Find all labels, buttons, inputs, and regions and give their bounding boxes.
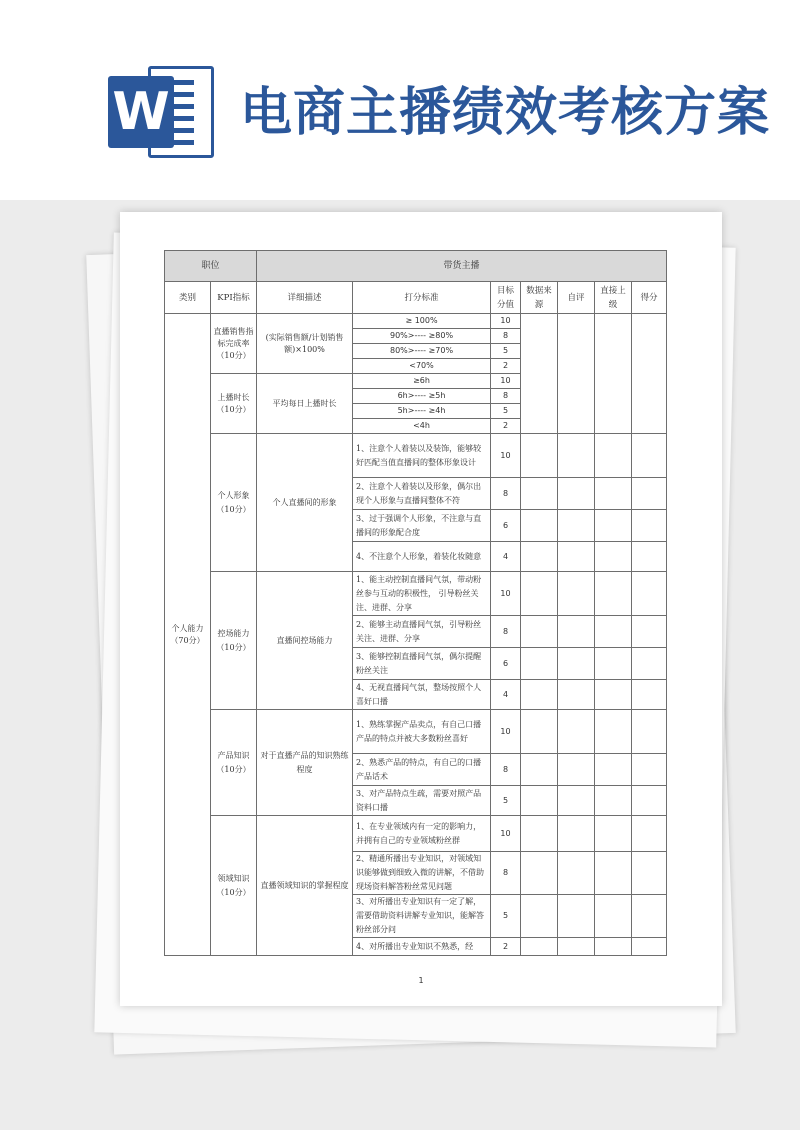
final-score-cell: [632, 754, 667, 786]
final-score-cell: [632, 542, 667, 572]
supervisor-cell: [595, 648, 632, 680]
supervisor-cell: [595, 478, 632, 510]
self-eval-cell: [558, 510, 595, 542]
standard-cell: 2、注意个人着装以及形象，偶尔出现个人形象与直播间整体不符: [353, 478, 491, 510]
kpi-cell: 上播时长（10分）: [211, 374, 257, 434]
data-source-cell: [521, 938, 558, 956]
data-source-cell: [521, 754, 558, 786]
supervisor-cell: [595, 816, 632, 852]
header-banner: [0, 0, 800, 200]
target-score-cell: 2: [491, 359, 521, 374]
supervisor-cell: [595, 754, 632, 786]
data-source-cell: [521, 314, 558, 434]
header-kpi: KPI指标: [211, 282, 257, 314]
final-score-cell: [632, 314, 667, 434]
word-letter: W: [108, 76, 174, 148]
supervisor-cell: [595, 938, 632, 956]
final-score-cell: [632, 895, 667, 938]
target-score-cell: 10: [491, 374, 521, 389]
self-eval-cell: [558, 478, 595, 510]
self-eval-cell: [558, 754, 595, 786]
target-score-cell: 5: [491, 786, 521, 816]
target-score-cell: 10: [491, 314, 521, 329]
table-row: [165, 816, 667, 852]
final-score-cell: [632, 816, 667, 852]
kpi-cell: 产品知识（10分）: [211, 710, 257, 816]
self-eval-cell: [558, 616, 595, 648]
final-score-cell: [632, 478, 667, 510]
self-eval-cell: [558, 648, 595, 680]
column-header-row: [165, 282, 667, 314]
standard-cell: 3、对所播出专业知识有一定了解，需要借助资料讲解专业知识，能解答粉丝部分问: [353, 895, 491, 938]
self-eval-cell: [558, 938, 595, 956]
standard-cell: 1、熟练掌握产品卖点，有自己口播产品的特点并被大多数粉丝喜好: [353, 710, 491, 754]
standard-cell: 6h>---- ≥5h: [353, 389, 491, 404]
standard-cell: 4、不注意个人形象，着装化妆随意: [353, 542, 491, 572]
self-eval-cell: [558, 710, 595, 754]
final-score-cell: [632, 434, 667, 478]
header-category: 类别: [165, 282, 211, 314]
final-score-cell: [632, 710, 667, 754]
target-score-cell: 4: [491, 680, 521, 710]
description-cell: 个人直播间的形象: [257, 434, 353, 572]
target-score-cell: 8: [491, 754, 521, 786]
target-score-cell: 5: [491, 404, 521, 419]
supervisor-cell: [595, 895, 632, 938]
word-document-icon: [108, 66, 214, 158]
kpi-cell: 直播销售指标完成率（10分）: [211, 314, 257, 374]
description-cell: 直播领域知识的掌握程度: [257, 816, 353, 956]
final-score-cell: [632, 572, 667, 616]
page-title: 电商主播绩效考核方案: [240, 82, 771, 143]
description-cell: 平均每日上播时长: [257, 374, 353, 434]
final-score-cell: [632, 938, 667, 956]
self-eval-cell: [558, 572, 595, 616]
target-score-cell: 6: [491, 648, 521, 680]
target-score-cell: 5: [491, 895, 521, 938]
position-row: [165, 251, 667, 282]
standard-cell: 1、在专业领域内有一定的影响力，并拥有自己的专业领域粉丝群: [353, 816, 491, 852]
table-row: [165, 434, 667, 478]
header-description: 详细描述: [257, 282, 353, 314]
supervisor-cell: [595, 434, 632, 478]
data-source-cell: [521, 710, 558, 754]
standard-cell: 90%>---- ≥80%: [353, 329, 491, 344]
supervisor-cell: [595, 572, 632, 616]
data-source-cell: [521, 616, 558, 648]
final-score-cell: [632, 786, 667, 816]
target-score-cell: 8: [491, 329, 521, 344]
target-score-cell: 10: [491, 434, 521, 478]
standard-cell: 3、对产品特点生疏，需要对照产品资料口播: [353, 786, 491, 816]
header-score: 得分: [632, 282, 667, 314]
target-score-cell: 4: [491, 542, 521, 572]
data-source-cell: [521, 895, 558, 938]
standard-cell: ≥ 100%: [353, 314, 491, 329]
kpi-table-body: [165, 251, 667, 956]
data-source-cell: [521, 648, 558, 680]
self-eval-cell: [558, 786, 595, 816]
final-score-cell: [632, 680, 667, 710]
supervisor-cell: [595, 680, 632, 710]
kpi-cell: 个人形象（10分）: [211, 434, 257, 572]
target-score-cell: 5: [491, 344, 521, 359]
standard-cell: 2、熟悉产品的特点，有自己的口播产品话术: [353, 754, 491, 786]
supervisor-cell: [595, 542, 632, 572]
data-source-cell: [521, 434, 558, 478]
data-source-cell: [521, 572, 558, 616]
document-page: [120, 212, 722, 1006]
target-score-cell: 10: [491, 710, 521, 754]
standard-cell: 3、过于强调个人形象，不注意与直播间的形象配合度: [353, 510, 491, 542]
target-score-cell: 8: [491, 389, 521, 404]
table-row: [165, 572, 667, 616]
final-score-cell: [632, 510, 667, 542]
table-row: [165, 314, 667, 329]
data-source-cell: [521, 542, 558, 572]
self-eval-cell: [558, 314, 595, 434]
supervisor-cell: [595, 786, 632, 816]
final-score-cell: [632, 852, 667, 895]
header-supervisor: 直接上级: [595, 282, 632, 314]
category-cell: 个人能力（70分）: [165, 314, 211, 956]
kpi-cell: 领域知识（10分）: [211, 816, 257, 956]
header-self: 自评: [558, 282, 595, 314]
standard-cell: 3、能够控制直播间气氛，偶尔提醒粉丝关注: [353, 648, 491, 680]
standard-cell: 1、能主动控制直播间气氛，带动粉丝参与互动的积极性， 引导粉丝关注、进群、分享: [353, 572, 491, 616]
target-score-cell: 2: [491, 419, 521, 434]
description-cell: 直播间控场能力: [257, 572, 353, 710]
standard-cell: 1、注意个人着装以及装饰，能够较好匹配当值直播间的整体形象设计: [353, 434, 491, 478]
standard-cell: ≥6h: [353, 374, 491, 389]
target-score-cell: 2: [491, 938, 521, 956]
supervisor-cell: [595, 314, 632, 434]
kpi-table: [164, 250, 667, 956]
page-number: 1: [418, 976, 424, 985]
position-value: 带货主播: [257, 251, 667, 282]
self-eval-cell: [558, 816, 595, 852]
table-row: [165, 710, 667, 754]
data-source-cell: [521, 786, 558, 816]
target-score-cell: 8: [491, 616, 521, 648]
standard-cell: <70%: [353, 359, 491, 374]
data-source-cell: [521, 816, 558, 852]
target-score-cell: 6: [491, 510, 521, 542]
position-label: 职位: [165, 251, 257, 282]
header-source: 数据来源: [521, 282, 558, 314]
kpi-cell: 控场能力（10分）: [211, 572, 257, 710]
self-eval-cell: [558, 895, 595, 938]
description-cell: (实际销售额/计划销售额)×100%: [257, 314, 353, 374]
self-eval-cell: [558, 852, 595, 895]
description-cell: 对于直播产品的知识熟练程度: [257, 710, 353, 816]
self-eval-cell: [558, 434, 595, 478]
header-target: 目标分值: [491, 282, 521, 314]
standard-cell: 80%>---- ≥70%: [353, 344, 491, 359]
data-source-cell: [521, 680, 558, 710]
target-score-cell: 10: [491, 816, 521, 852]
final-score-cell: [632, 616, 667, 648]
data-source-cell: [521, 510, 558, 542]
supervisor-cell: [595, 710, 632, 754]
data-source-cell: [521, 478, 558, 510]
data-source-cell: [521, 852, 558, 895]
supervisor-cell: [595, 510, 632, 542]
standard-cell: 2、能够主动直播间气氛，引导粉丝关注、进群、分享: [353, 616, 491, 648]
supervisor-cell: [595, 852, 632, 895]
self-eval-cell: [558, 542, 595, 572]
standard-cell: 4、对所播出专业知识不熟悉，经: [353, 938, 491, 956]
standard-cell: 4、无视直播间气氛，整场按照个人喜好口播: [353, 680, 491, 710]
standard-cell: 5h>---- ≥4h: [353, 404, 491, 419]
target-score-cell: 8: [491, 478, 521, 510]
self-eval-cell: [558, 680, 595, 710]
target-score-cell: 8: [491, 852, 521, 895]
standard-cell: 2、精通所播出专业知识，对领域知识能够做到细致入微的讲解，不借助现场资料解答粉丝常见问题: [353, 852, 491, 895]
final-score-cell: [632, 648, 667, 680]
supervisor-cell: [595, 616, 632, 648]
header-standard: 打分标准: [353, 282, 491, 314]
standard-cell: <4h: [353, 419, 491, 434]
target-score-cell: 10: [491, 572, 521, 616]
